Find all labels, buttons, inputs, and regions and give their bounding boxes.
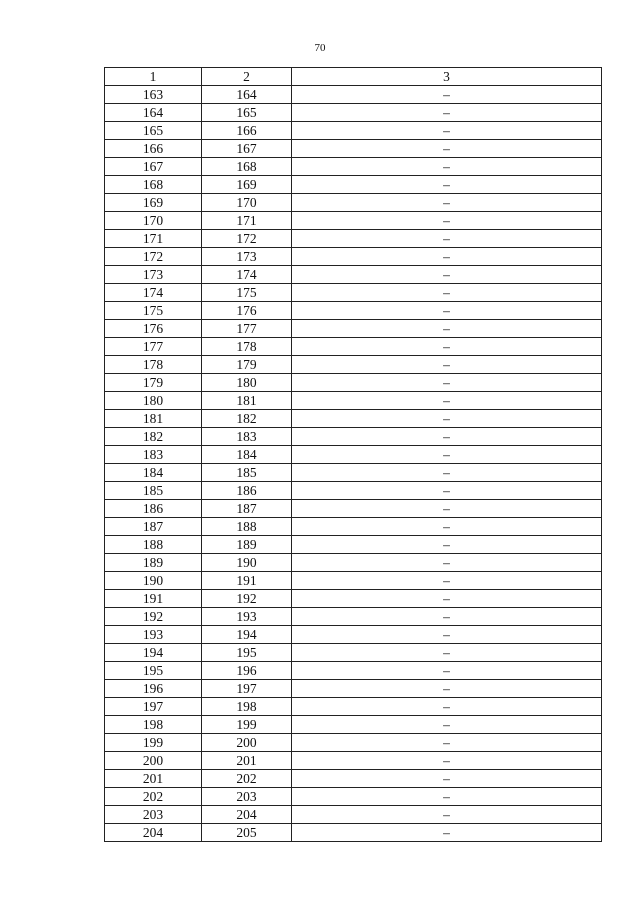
table-cell-col-1: 181 (105, 410, 202, 428)
table-cell-col-1: 198 (105, 716, 202, 734)
table-cell-col-3: – (292, 266, 602, 284)
table-row (105, 122, 602, 140)
table-cell-col-1: 165 (105, 122, 202, 140)
table-cell-col-2: 173 (202, 248, 292, 266)
table-row (105, 662, 602, 680)
table-cell-col-3: – (292, 500, 602, 518)
table-cell-col-3: – (292, 518, 602, 536)
table-cell-col-1: 177 (105, 338, 202, 356)
table-row (105, 698, 602, 716)
table-cell-col-1: 188 (105, 536, 202, 554)
table-row (105, 338, 602, 356)
table-cell-col-3: – (292, 320, 602, 338)
table-cell-col-3: – (292, 374, 602, 392)
table-cell-col-1: 185 (105, 482, 202, 500)
table-cell-col-2: 189 (202, 536, 292, 554)
table-cell-col-2: 188 (202, 518, 292, 536)
table-row (105, 518, 602, 536)
table-row (105, 716, 602, 734)
table-cell-col-2: 202 (202, 770, 292, 788)
table-cell-col-1: 178 (105, 356, 202, 374)
table-row (105, 266, 602, 284)
table-row (105, 680, 602, 698)
table-cell-col-1: 193 (105, 626, 202, 644)
table-cell-col-1: 192 (105, 608, 202, 626)
table-cell-col-3: – (292, 194, 602, 212)
table-cell-col-3: – (292, 788, 602, 806)
table-row (105, 554, 602, 572)
table-cell-col-2: 194 (202, 626, 292, 644)
table-cell-col-1: 204 (105, 824, 202, 842)
table-cell-col-2: 201 (202, 752, 292, 770)
column-header-3: 3 (292, 68, 602, 86)
table-row (105, 104, 602, 122)
table-row (105, 230, 602, 248)
table-row (105, 770, 602, 788)
table-cell-col-2: 203 (202, 788, 292, 806)
table-row (105, 446, 602, 464)
table-cell-col-3: – (292, 446, 602, 464)
table-cell-col-1: 189 (105, 554, 202, 572)
table-cell-col-2: 174 (202, 266, 292, 284)
table-cell-col-1: 187 (105, 518, 202, 536)
table-body (105, 86, 602, 842)
table-cell-col-1: 200 (105, 752, 202, 770)
table-cell-col-1: 168 (105, 176, 202, 194)
table-row (105, 428, 602, 446)
table-cell-col-1: 184 (105, 464, 202, 482)
table-cell-col-3: – (292, 392, 602, 410)
table-cell-col-2: 204 (202, 806, 292, 824)
table-row (105, 302, 602, 320)
table-cell-col-2: 165 (202, 104, 292, 122)
table-row (105, 86, 602, 104)
table-row (105, 194, 602, 212)
table-cell-col-1: 169 (105, 194, 202, 212)
table-row (105, 284, 602, 302)
table-cell-col-3: – (292, 824, 602, 842)
table-cell-col-2: 200 (202, 734, 292, 752)
table-cell-col-3: – (292, 806, 602, 824)
table-cell-col-2: 176 (202, 302, 292, 320)
table-row (105, 464, 602, 482)
table-cell-col-1: 199 (105, 734, 202, 752)
table-cell-col-1: 166 (105, 140, 202, 158)
table-cell-col-1: 163 (105, 86, 202, 104)
table-row (105, 824, 602, 842)
table-cell-col-3: – (292, 140, 602, 158)
table-cell-col-3: – (292, 716, 602, 734)
table-cell-col-1: 167 (105, 158, 202, 176)
table-cell-col-3: – (292, 698, 602, 716)
table-cell-col-3: – (292, 536, 602, 554)
table-cell-col-2: 168 (202, 158, 292, 176)
table-cell-col-3: – (292, 662, 602, 680)
table-cell-col-3: – (292, 122, 602, 140)
table-cell-col-2: 180 (202, 374, 292, 392)
table-row (105, 248, 602, 266)
table-cell-col-3: – (292, 590, 602, 608)
table-cell-col-3: – (292, 302, 602, 320)
table-cell-col-1: 173 (105, 266, 202, 284)
table-cell-col-1: 183 (105, 446, 202, 464)
table-cell-col-2: 169 (202, 176, 292, 194)
table-cell-col-2: 191 (202, 572, 292, 590)
table-row (105, 608, 602, 626)
table-cell-col-1: 174 (105, 284, 202, 302)
table-row (105, 392, 602, 410)
table-cell-col-2: 186 (202, 482, 292, 500)
table-row (105, 590, 602, 608)
column-header-2: 2 (202, 68, 292, 86)
table-cell-col-3: – (292, 752, 602, 770)
table-cell-col-1: 190 (105, 572, 202, 590)
table-cell-col-3: – (292, 338, 602, 356)
table-cell-col-3: – (292, 644, 602, 662)
table-cell-col-3: – (292, 770, 602, 788)
table-row (105, 140, 602, 158)
table-cell-col-2: 164 (202, 86, 292, 104)
table-cell-col-3: – (292, 158, 602, 176)
table-cell-col-3: – (292, 626, 602, 644)
table-cell-col-3: – (292, 554, 602, 572)
table-row (105, 536, 602, 554)
data-table (104, 67, 602, 842)
table-cell-col-1: 175 (105, 302, 202, 320)
table-row (105, 500, 602, 518)
table-cell-col-1: 201 (105, 770, 202, 788)
table-cell-col-3: – (292, 104, 602, 122)
table-cell-col-2: 179 (202, 356, 292, 374)
table-cell-col-3: – (292, 86, 602, 104)
table-cell-col-2: 190 (202, 554, 292, 572)
table-cell-col-1: 180 (105, 392, 202, 410)
table-cell-col-2: 184 (202, 446, 292, 464)
table-cell-col-1: 176 (105, 320, 202, 338)
table-row (105, 482, 602, 500)
table-cell-col-2: 181 (202, 392, 292, 410)
table-cell-col-2: 167 (202, 140, 292, 158)
table-row (105, 320, 602, 338)
table-cell-col-3: – (292, 176, 602, 194)
table-cell-col-2: 192 (202, 590, 292, 608)
table-cell-col-2: 175 (202, 284, 292, 302)
table-cell-col-3: – (292, 680, 602, 698)
table-cell-col-3: – (292, 428, 602, 446)
table-cell-col-1: 194 (105, 644, 202, 662)
table-row (105, 806, 602, 824)
table-cell-col-1: 191 (105, 590, 202, 608)
table-cell-col-3: – (292, 230, 602, 248)
table-cell-col-2: 187 (202, 500, 292, 518)
table-row (105, 374, 602, 392)
table-cell-col-1: 196 (105, 680, 202, 698)
table-cell-col-2: 178 (202, 338, 292, 356)
table-cell-col-3: – (292, 482, 602, 500)
table-cell-col-1: 203 (105, 806, 202, 824)
table-cell-col-1: 179 (105, 374, 202, 392)
table-cell-col-1: 182 (105, 428, 202, 446)
table-cell-col-3: – (292, 248, 602, 266)
table-cell-col-2: 199 (202, 716, 292, 734)
table-cell-col-2: 166 (202, 122, 292, 140)
table-cell-col-3: – (292, 410, 602, 428)
table-cell-col-2: 170 (202, 194, 292, 212)
table-cell-col-3: – (292, 356, 602, 374)
table-cell-col-3: – (292, 464, 602, 482)
table-cell-col-2: 183 (202, 428, 292, 446)
table-row (105, 734, 602, 752)
table-cell-col-2: 196 (202, 662, 292, 680)
table-row (105, 572, 602, 590)
column-header-1: 1 (105, 68, 202, 86)
table-cell-col-1: 171 (105, 230, 202, 248)
table-cell-col-1: 195 (105, 662, 202, 680)
table-row (105, 212, 602, 230)
table-header-row (105, 68, 602, 86)
table-cell-col-1: 164 (105, 104, 202, 122)
table-cell-col-1: 197 (105, 698, 202, 716)
table-row (105, 356, 602, 374)
table-cell-col-2: 177 (202, 320, 292, 338)
table-row (105, 176, 602, 194)
table-cell-col-1: 170 (105, 212, 202, 230)
table-row (105, 644, 602, 662)
table-cell-col-3: – (292, 212, 602, 230)
table-cell-col-2: 195 (202, 644, 292, 662)
table-cell-col-1: 186 (105, 500, 202, 518)
table-cell-col-3: – (292, 608, 602, 626)
table-cell-col-2: 198 (202, 698, 292, 716)
table-row (105, 752, 602, 770)
table-row (105, 158, 602, 176)
table-row (105, 410, 602, 428)
table-cell-col-2: 185 (202, 464, 292, 482)
table-cell-col-2: 193 (202, 608, 292, 626)
table-row (105, 788, 602, 806)
table-cell-col-3: – (292, 734, 602, 752)
table-cell-col-2: 172 (202, 230, 292, 248)
table-cell-col-2: 171 (202, 212, 292, 230)
table-cell-col-1: 172 (105, 248, 202, 266)
table-cell-col-1: 202 (105, 788, 202, 806)
table-cell-col-2: 205 (202, 824, 292, 842)
table-cell-col-2: 182 (202, 410, 292, 428)
table-row (105, 626, 602, 644)
table-cell-col-2: 197 (202, 680, 292, 698)
table-cell-col-3: – (292, 284, 602, 302)
table-cell-col-3: – (292, 572, 602, 590)
page-number: 70 (314, 42, 326, 54)
